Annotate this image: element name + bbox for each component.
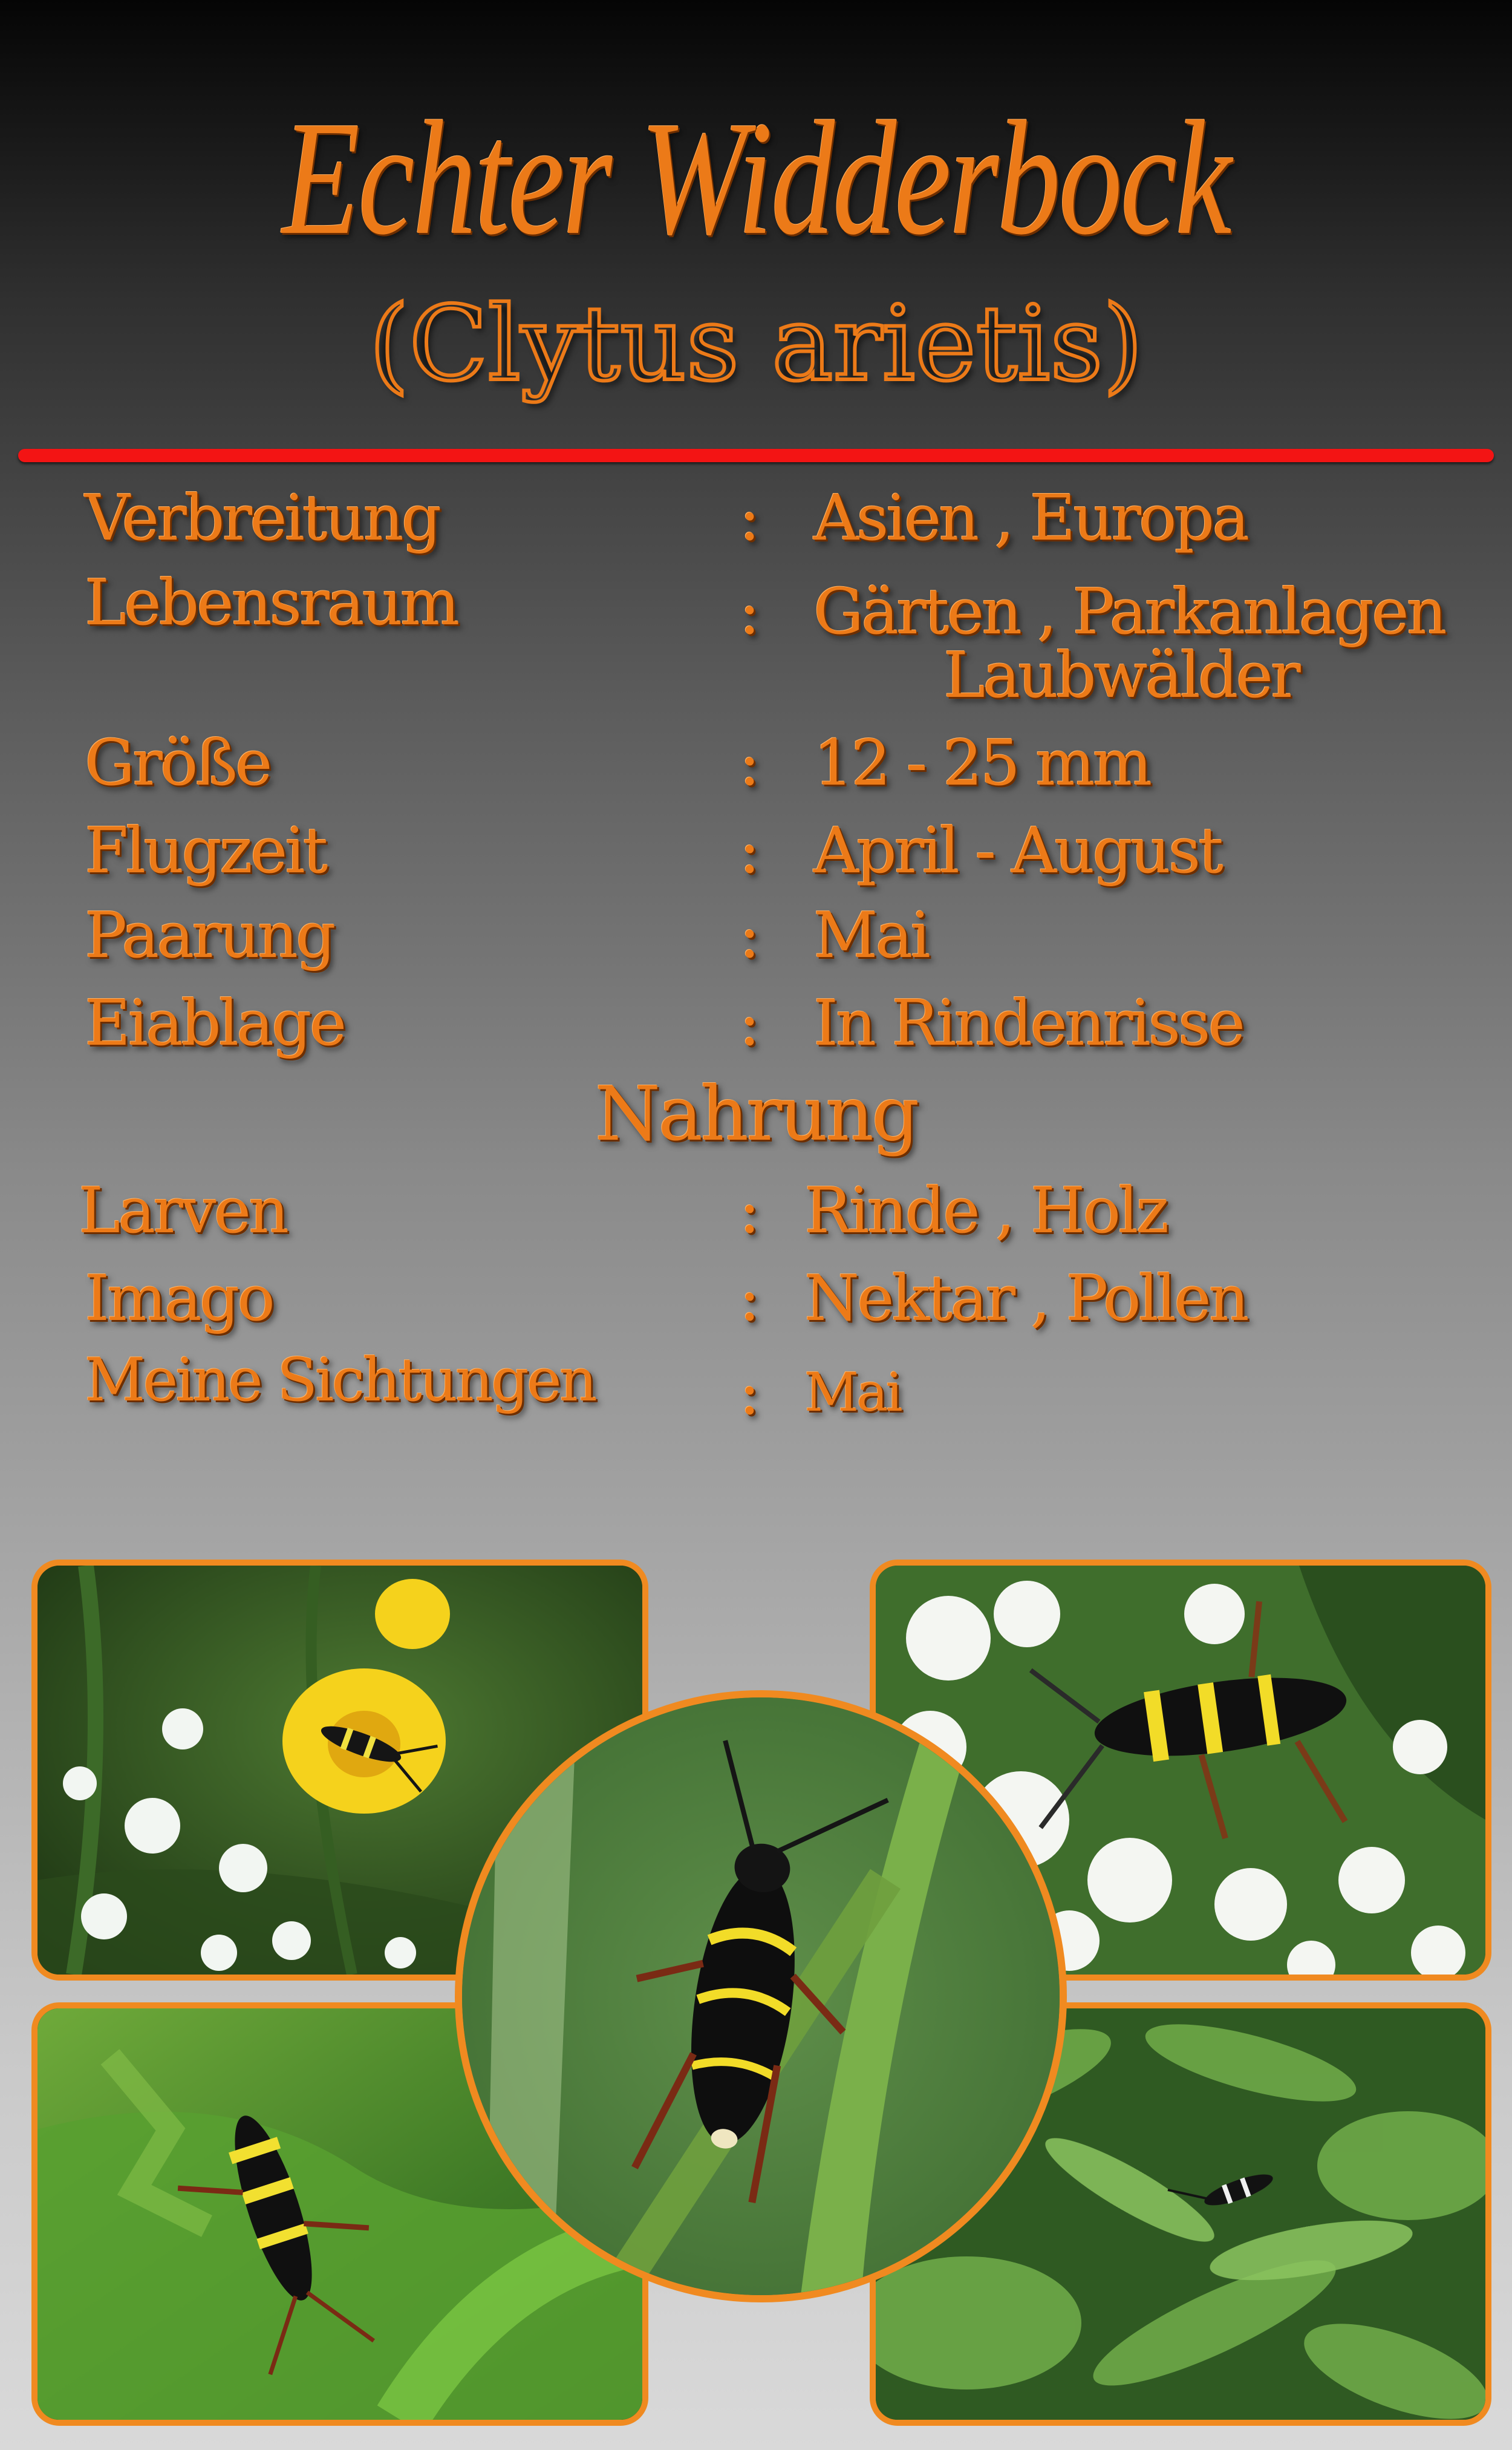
colon: : — [739, 986, 761, 1060]
value-flugzeit: April - August — [813, 814, 1221, 887]
value-verbreitung: Asien , Europa — [813, 481, 1248, 555]
value-lebensraum-line2: Laubwälder — [943, 638, 1299, 712]
colon: : — [739, 575, 761, 648]
value-lebensraum: Gärten , Parkanlagen — [813, 575, 1445, 648]
scientific-name: (Clytus arietis) — [369, 284, 1143, 404]
colon: : — [739, 1174, 761, 1247]
colon: : — [739, 898, 761, 972]
label-lebensraum: Lebensraum — [85, 566, 458, 639]
colon: : — [739, 1355, 761, 1429]
photo-grass-stem-scene — [462, 1697, 1060, 2295]
label-groesse: Größe — [85, 726, 270, 800]
label-imago: Imago — [85, 1261, 273, 1335]
colon: : — [739, 814, 761, 887]
label-verbreitung: Verbreitung — [85, 481, 440, 555]
label-flugzeit: Flugzeit — [85, 814, 326, 887]
value-larven: Rinde , Holz — [804, 1174, 1167, 1247]
colon: : — [739, 481, 761, 555]
section-heading-nahrung: Nahrung — [595, 1071, 917, 1158]
label-eiablage: Eiablage — [85, 986, 345, 1060]
colon: : — [739, 1261, 761, 1335]
value-paarung: Mai — [813, 898, 928, 972]
value-eiablage: In Rindenrisse — [813, 986, 1243, 1060]
photo-beetle-on-grass-stem — [455, 1690, 1067, 2302]
value-groesse: 12 - 25 mm — [813, 726, 1150, 800]
label-larven: Larven — [79, 1174, 287, 1247]
poster-title: Echter Widderbock — [282, 88, 1230, 269]
label-sichtungen: Meine Sichtungen — [85, 1346, 595, 1415]
label-paarung: Paarung — [85, 898, 334, 972]
colon: : — [739, 726, 761, 800]
red-divider — [18, 449, 1494, 462]
value-sichtungen: Mai — [804, 1361, 901, 1423]
value-imago: Nektar , Pollen — [804, 1261, 1247, 1335]
